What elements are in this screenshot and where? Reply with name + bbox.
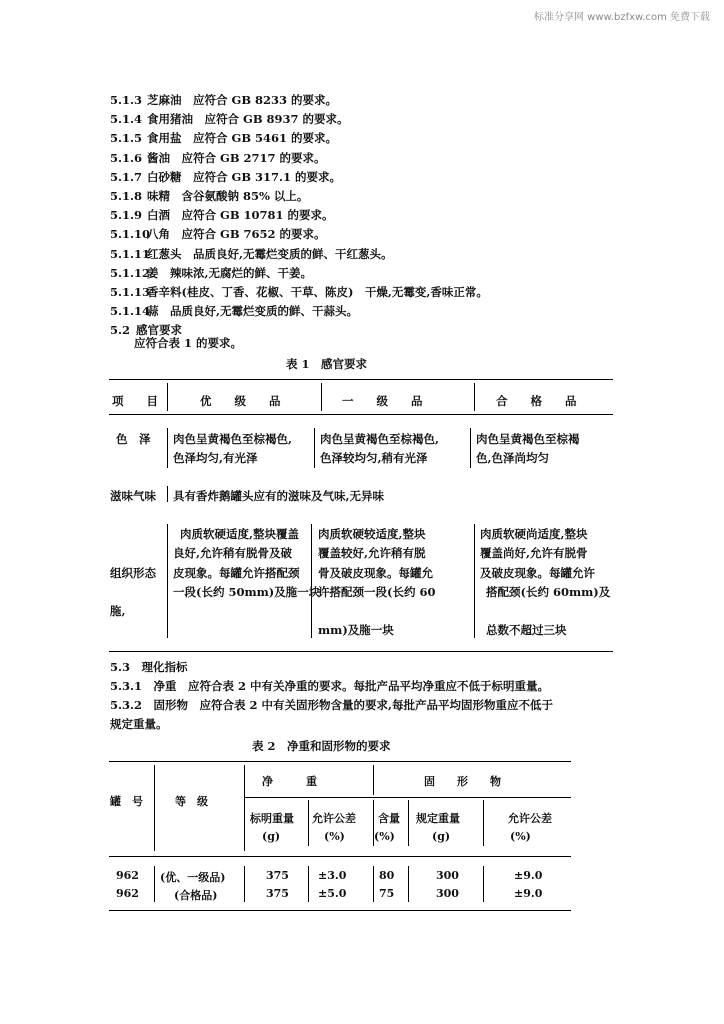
table-row-solid: 300 [436, 869, 459, 882]
texture-first: 许搭配颈一段(长约 60 [318, 585, 436, 599]
table2-subheader-rule [244, 797, 571, 798]
t2-header-net-tol: 允许公差 [312, 812, 356, 825]
texture-superior: 皮现象。每罐允许搭配颈 [173, 566, 300, 580]
table-row-solid-tol: ±9.0 [514, 869, 543, 882]
table2-caption: 表 2 净重和固形物的要求 [252, 739, 391, 753]
t2-header-solid-std-unit: (g) [432, 830, 451, 843]
texture-first: 骨及破皮现象。每罐允 [318, 566, 433, 580]
texture-qualified: 总数不超过三块 [486, 623, 567, 637]
table-row-solid-tol: ±9.0 [514, 887, 543, 900]
t2-header-can: 罐 号 [110, 795, 143, 808]
section-5-3: 5.3 理化指标 [110, 660, 188, 674]
table1-top-rule [109, 379, 613, 380]
taste-text: 具有香炸鹅罐头应有的滋味及气味,无异味 [173, 489, 385, 503]
table-row-content: 75 [379, 887, 395, 900]
t2-header-net-tol-unit: (%) [324, 830, 345, 843]
table-row-grade: (合格品) [174, 889, 218, 902]
table-row-content: 80 [379, 869, 395, 882]
table1-header-first: 一 级 品 [342, 394, 423, 408]
t2-header-net: 净 重 [262, 775, 317, 788]
texture-wrap: 胣, [110, 604, 126, 618]
t2-header-content: 含量 [378, 812, 400, 825]
section-heading: 5.2 感官要求 [110, 323, 182, 338]
table1-header-item: 项 目 [112, 394, 158, 408]
t2-header-content-unit: (%) [374, 830, 395, 843]
list-item: 5.1.3 芝麻油 应符合 GB 8233 的要求。 [110, 93, 338, 107]
table1-header-qualified: 合 格 品 [496, 394, 577, 408]
t2-header-solid-std: 规定重量 [416, 812, 460, 825]
texture-first: mm)及胣一块 [318, 623, 394, 637]
list-item: 5.1.11红葱头 品质良好,无霉烂变质的鲜、干红葱头。 [110, 246, 393, 261]
t2-header-solid-tol-unit: (%) [510, 830, 531, 843]
texture-superior: 一段(长约 50mm)及胣一块 [173, 585, 321, 599]
table-row-net-tol: ±3.0 [318, 869, 347, 882]
list-item: 5.1.12姜 辣味浓,无腐烂的鲜、干姜。 [110, 265, 313, 280]
texture-first: 肉质软硬较适度,整块 [318, 527, 426, 541]
table2-top-rule [109, 761, 571, 762]
t2-header-solid: 固 形 物 [424, 775, 501, 788]
table1-caption: 表 1 感官要求 [286, 357, 368, 371]
table-row-net: 375 [266, 869, 289, 882]
table1-bottom-rule [109, 651, 613, 652]
table-row-solid: 300 [436, 887, 459, 900]
table-row-can: 962 [116, 887, 139, 900]
color-qualified: 肉色呈黄褐色至棕褐 [476, 432, 580, 446]
list-item: 5.1.14蒜 品质良好,无霉烂变质的鲜、干蒜头。 [110, 304, 359, 319]
list-item: 5.1.10八角 应符合 GB 7652 的要求。 [110, 227, 326, 242]
color-superior: 肉色呈黄褐色至棕褐色, [173, 432, 293, 446]
list-item: 5.1.4 食用猪油 应符合 GB 8937 的要求。 [110, 112, 349, 127]
texture-superior: 肉质软硬适度,整块覆盖 [180, 527, 300, 541]
requirement-list [110, 91, 630, 340]
texture-qualified: 及破皮现象。每罐允许 [480, 566, 595, 580]
table2-bottom-rule [109, 910, 571, 911]
t2-header-grade: 等 级 [175, 795, 208, 808]
texture-first: 覆盖较好,允许稍有脱 [318, 546, 426, 560]
row-label-taste: 滋味气味 [110, 489, 156, 503]
table1-header-superior: 优 级 品 [200, 394, 281, 408]
section-5-3-1: 5.3.1 净重 应符合表 2 中有关净重的要求。每批产品平均净重应不低于标明重量。 [110, 679, 550, 693]
texture-qualified: 搭配颈(长约 60mm)及 [486, 585, 611, 599]
table2-header-rule [109, 856, 571, 857]
list-item: 5.1.13香辛料(桂皮、丁香、花椒、干草、陈皮) 干燥,无霉变,香味正常。 [110, 284, 488, 299]
list-item: 5.1.5 食用盐 应符合 GB 5461 的要求。 [110, 131, 338, 146]
section-5-3-2: 5.3.2 固形物 应符合表 2 中有关固形物含量的要求,每批产品平均固形物重应不低于 [110, 698, 554, 712]
row-label-color: 色 泽 [116, 432, 151, 446]
list-item: 5.1.7 白砂糖 应符合 GB 317.1 的要求。 [110, 169, 342, 184]
color-superior: 色泽均匀,有光泽 [173, 451, 258, 465]
t2-header-net-std-unit: (g) [262, 830, 281, 843]
list-item: 5.1.9 白酒 应符合 GB 10781 的要求。 [110, 208, 334, 223]
table-row-net: 375 [266, 887, 289, 900]
table-row-can: 962 [116, 869, 139, 882]
list-item: 5.1.6 酱油 应符合 GB 2717 的要求。 [110, 150, 326, 165]
table-row-grade: (优、一级品) [160, 871, 226, 884]
texture-qualified: 肉质软硬尚适度,整块 [480, 527, 588, 541]
table-row-net-tol: ±5.0 [318, 887, 347, 900]
row-label-texture: 组织形态 [110, 566, 156, 580]
color-first: 肉色呈黄褐色至棕褐色, [320, 432, 440, 446]
watermark: 标准分享网 www.bzfxw.com 免费下载 [534, 12, 710, 23]
color-first: 色泽较均匀,稍有光泽 [320, 451, 428, 465]
t2-header-net-std: 标明重量 [250, 812, 294, 825]
intro-text: 应符合表 1 的要求。 [134, 336, 243, 350]
color-qualified: 色,色泽尚均匀 [476, 451, 550, 465]
texture-superior: 良好,允许稍有脱骨及破 [173, 546, 293, 560]
list-item: 5.1.8 味精 含谷氨酸钠 85% 以上。 [110, 188, 309, 203]
t2-header-solid-tol: 允许公差 [508, 812, 552, 825]
texture-qualified: 覆盖尚好,允许有脱骨 [480, 546, 588, 560]
table1-header-rule [109, 414, 613, 415]
section-5-3-2-cont: 规定重量。 [110, 717, 168, 731]
